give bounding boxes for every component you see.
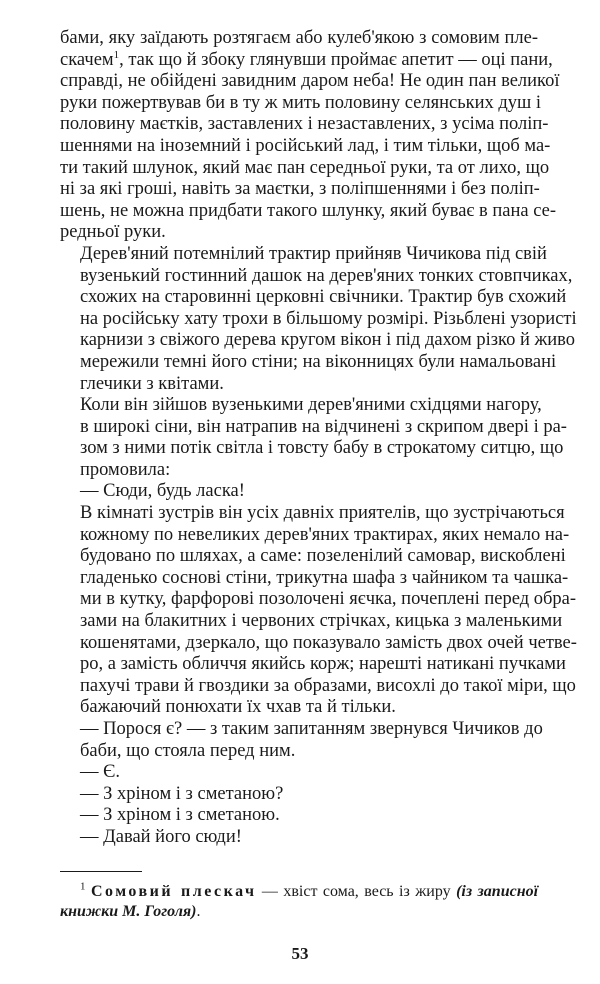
- paragraph-3: [60, 395, 567, 481]
- paragraph-6: [60, 719, 543, 762]
- footnote-marker: 1: [80, 880, 86, 893]
- text-line: [60, 48, 553, 72]
- text-line: в широкі сіни, він натрапив на відчинені з скрипом двері і ра-: [80, 416, 567, 437]
- text-line: кожному по невеликих дерев'яних трактирах, яких немало на-: [80, 524, 570, 545]
- text-line: руки пожертвував би в ту ж мить половину селянських душ і: [60, 92, 542, 113]
- text-line: карнизи з свіжого дерева кругом вікон і під дахом різко й живо: [80, 330, 576, 351]
- footnote-divider: [60, 871, 142, 872]
- footnote-reference: 1: [113, 48, 120, 61]
- text-line: — Сюди, будь ласка!: [80, 481, 245, 502]
- footnote-term: Сомовий плескач: [90, 883, 257, 900]
- paragraph-7: [60, 762, 538, 784]
- text-line: половину маєтків, заставлених і незаставлених, з усіма поліп-: [60, 114, 549, 135]
- text-line: баби, що стояла перед ним.: [80, 740, 296, 761]
- text-line: Дерев'яний потемнілий трактир прийняв Чичикова під свій: [80, 243, 547, 264]
- page-number: 53: [291, 944, 309, 963]
- paragraph-8: [60, 784, 538, 806]
- text-fragment: скачем: [60, 49, 114, 70]
- text-line: схожих на старовинні церковні свічники. Трактир був схожий: [80, 287, 567, 308]
- text-line: — Порося є? — з таким запитанням звернувся Чичиков до: [80, 719, 543, 739]
- text-line: ро, а замість обличчя якийсь корж; нарешті натикані пучками: [80, 654, 566, 675]
- footnote-source: (із записної книжки М. Гоголя): [60, 883, 539, 920]
- text-line: кошенятами, дзеркало, що показувало замість двох очей четве-: [80, 632, 577, 653]
- page-body: [60, 28, 577, 849]
- text-line: бами, яку заїдають розтягаєм або кулеб'якою з сомовим пле-: [60, 28, 538, 48]
- text-line: вузенький гостинний дашок на дерев'яних тонких стовпчиках,: [80, 265, 573, 286]
- text-line: шеннями на іноземний і російський лад, і тим тільки, щоб ма-: [60, 135, 551, 156]
- text-line: мережили темні його стіни; на віконницях були намальовані: [80, 351, 557, 372]
- text-line: бажаючий понюхати їх чхав та й тільки.: [80, 697, 396, 718]
- text-fragment: , так що й збоку глянувши проймає апетит — оці пани,: [119, 49, 553, 70]
- text-line: зом з ними потік світла і товсту бабу в строкатому ситцю, що: [80, 438, 564, 459]
- text-line: ми в кутку, фарфорові позолочені яєчка, почеплені перед обра-: [80, 589, 577, 610]
- text-line: пахучі трави й гвоздики за образами, висохлі до такої міри, що: [80, 675, 576, 696]
- footnote-text: — хвіст сома, весь із жиру: [256, 883, 457, 900]
- text-line: шень, не можна придбати такого шлунку, який буває в пана се-: [60, 200, 557, 221]
- text-line: редньої руки.: [60, 222, 166, 243]
- paragraph-2: [60, 243, 577, 395]
- paragraph-4: [60, 481, 538, 503]
- text-line: ні за які гроші, навіть за маєтки, з поліпшеннями і без поліп-: [60, 179, 540, 200]
- text-line: гладенько соснові стіни, трикутна шафа з чайником та чашка-: [80, 567, 569, 588]
- text-line: справді, не обійдені завидним даром неба! Не один пан великої: [60, 71, 560, 92]
- paragraph-1: [60, 28, 560, 244]
- text-line: промовила:: [80, 459, 171, 480]
- paragraph-5: [60, 503, 577, 719]
- text-line: — З хріном і з сметаною.: [80, 805, 280, 826]
- text-line: — Давай його сюди!: [80, 826, 242, 847]
- body-text: [60, 28, 577, 849]
- text-line: В кімнаті зустрів він усіх давніх приятелів, що зустрічаються: [80, 503, 565, 524]
- text-line: будовано по шляхах, а саме: позеленілий самовар, вискоблені: [80, 546, 566, 567]
- text-line: ти такий шлунок, який має пан середньої руки, та от лихо, що: [60, 157, 550, 178]
- text-line: — Є.: [80, 762, 120, 783]
- paragraph-10: [60, 827, 538, 849]
- text-line: на російську хату трохи в більшому розмірі. Різьблені узористі: [80, 308, 577, 329]
- paragraph-9: [60, 805, 538, 827]
- text-line: Коли він зійшов вузенькими дерев'яними східцями нагору,: [80, 395, 542, 416]
- text-line: — З хріном і з сметаною?: [80, 783, 284, 804]
- text-line: глечики з квітами.: [80, 373, 224, 394]
- footnote: [60, 882, 538, 922]
- text-line: зами на блакитних і червоних стрічках, кицька з маленькими: [80, 611, 563, 632]
- footnote-end: .: [196, 903, 201, 920]
